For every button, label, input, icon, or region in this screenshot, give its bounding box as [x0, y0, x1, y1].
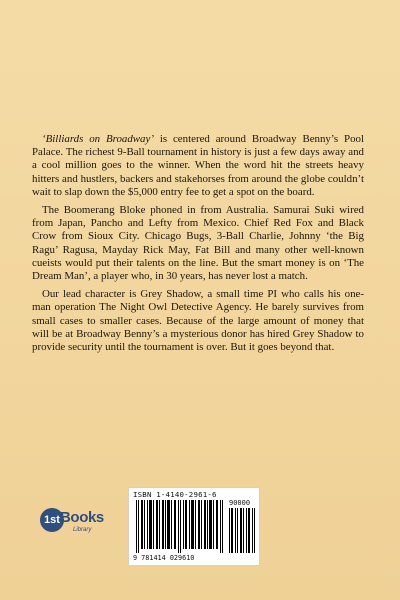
blurb-paragraph-3: Our lead character is Grey Shadow, a small time PI who calls his one-man operation The Night Owl Detective Agency. He barely survives from small cases to smaller cases. Because of the large amount of money that will be at Broadway Benny’s a mysterious donor has hired Grey Shadow to provide security until the tournament is over. But it goes beyond that.: [32, 288, 364, 354]
ean-digits: 9 781414 029610: [133, 554, 195, 562]
blurb-paragraph-1: [32, 133, 364, 199]
logo-mark: 1st: [44, 514, 60, 526]
addon-digits: 90000: [229, 499, 251, 507]
publisher-logo: [40, 506, 110, 542]
blurb-paragraph-2: The Boomerang Bloke phoned in from Australia. Samurai Suki wired from Japan, Pancho and Lefty from Mexico. Chief Red Fox and Black Crow from Sioux City. Chicago Bugs, 3-Ball Charlie, Johnny ‘the Big Ragu’ Ragusa, Mayday Rick May, Fat Bill and many other well-known cueists would put their talents on the line. But the smart money is on ‘The Dream Man’, a player who, in 30 years, has never lost a match.: [32, 204, 364, 283]
logo-name: Books: [60, 509, 104, 526]
barcode-bars-icon: [136, 500, 224, 553]
book-blurb: [32, 133, 364, 359]
blurb-paragraph-1-text: is centered around Broadway Benny’s Pool Palace. The richest 9-Ball tournament in history is just a few days away and a cool million goes to the winner. When the word hit the streets heavy hitters and hustlers, backers and stakehorses from around the globe couldn’t wait to slap down the $5,000 entry fee to get a spot on the board.: [32, 133, 364, 198]
logo-subtitle: Library: [73, 527, 92, 533]
addon-barcode-icon: [229, 508, 255, 553]
isbn-barcode: [128, 487, 260, 566]
isbn-label: ISBN 1-4140-2961-6: [133, 490, 217, 499]
book-title-reference: ‘Billiards on Broadway’: [42, 133, 154, 145]
